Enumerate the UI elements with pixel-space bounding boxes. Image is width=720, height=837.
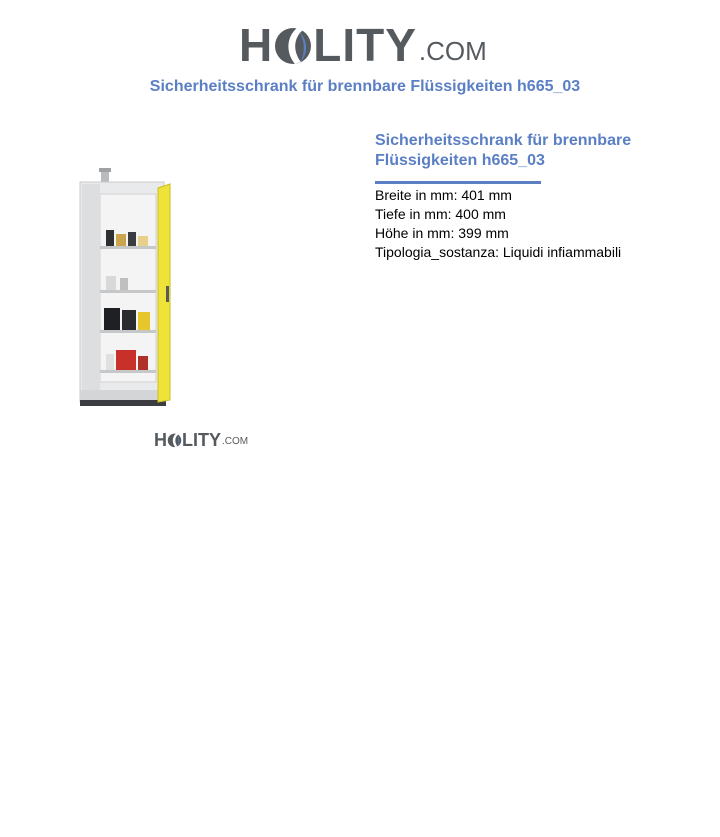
product-title: Sicherheitsschrank für brennbare Flüssigkeiten h665_03: [375, 132, 632, 169]
logo-letters-lity: LITY: [313, 19, 417, 71]
spec-height: Höhe in mm: 399 mm: [375, 225, 509, 241]
spec-width: Breite in mm: 401 mm: [375, 187, 512, 203]
brand-logo-small: [154, 431, 248, 449]
spec-substance-type: Tipologia_sostanza: Liquidi infiammabili: [375, 244, 622, 260]
title-divider: [375, 181, 541, 184]
product-image: [74, 164, 184, 410]
brand-logo[interactable]: [239, 12, 487, 71]
logo-small-o-icon: [167, 431, 182, 449]
logo-small-letters-lity: LITY: [182, 430, 221, 450]
product-specs: [375, 186, 715, 262]
logo-o-icon: [273, 22, 313, 68]
page-title: Sicherheitsschrank für brennbare Flüssigkeiten h665_03: [149, 78, 581, 95]
spec-depth: Tiefe in mm: 400 mm: [375, 206, 506, 222]
logo-letter-h: H: [239, 19, 274, 71]
logo-small-suffix: .COM: [222, 436, 249, 447]
logo-small-letter-h: H: [154, 430, 167, 450]
logo-suffix: .COM: [418, 36, 487, 66]
